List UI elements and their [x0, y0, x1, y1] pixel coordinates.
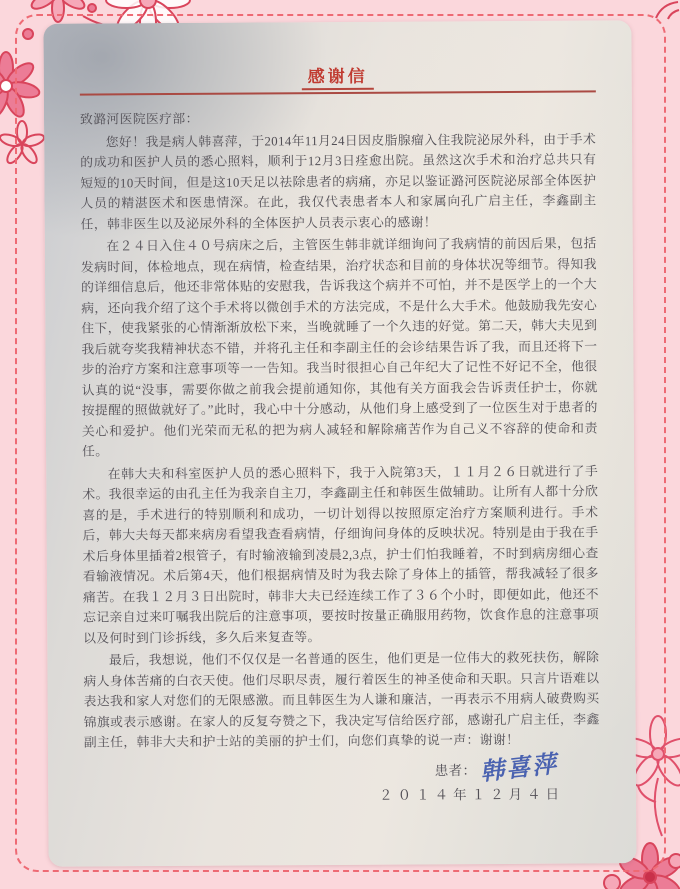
flower-corner-top-right-icon — [634, 0, 680, 28]
letter-paragraph: 在韩大夫和科室医护人员的悉心照料下，我于入院第3天，１１月２６日就进行了手术。我很幸运的由孔主任为我亲自主刀，李鑫副主任和韩医生做辅助。让所有人都十分欣喜的是，手术进行的特别顺利和成功，一切计划得以按照原定治疗方案顺利进行。手术后，韩大夫每天都来病房看望我查看病情，仔细询问身体的反映状况。特别是由于我在手术后身体里插着2根管子，有时输液输到凌晨2,3点，护士们怕我睡着，不时到病房细心查看输液情况。术后第4天，他们根据病情及时为我去除了身体上的插管，帮我减轻了很多痛苦。在我１２月３日出院时，韩非大夫已经连续工作了３６个小时，即便如此，他还不忘记亲自过来叮嘱我出院后的注意事项，要按时按量正确服用药物，饮食作息的注意事项以及何时到门诊拆线，多久后来复查等。 — [82, 463, 600, 646]
letter-paragraph: 在２４日入住４０号病床之后，主管医生韩非就详细询问了我病情的前因后果，包括发病时间，体检地点，现在病情，检查结果，治疗状态和目前的身体状况等细节。得知我的详细信息后，他还非常体贴的安慰我，告诉我这个病并不可怕，并不是医学上的一个大病，还向我介绍了这个手术将以微创手术的方法完成，不是什么大手术。他鼓励我先安心住下，使我紧张的心情渐渐放松下来，当晚就睡了一个久违的好觉。第二天，韩大夫见到我后就夸奖我精神状态不错，并将孔主任和李副主任的会诊结果告诉了我，而且还将下一步的治疗方案和注意事项等一一告知。我当时很担心自己年纪大了记性不好记不全，他很认真的说“没事，需要你做之前我会提前通知你，其他有关方面我会告诉责任护士，你就按提醒的照做就好了。”此时，我心中十分感动，从他们身上感受到了一位医生对于患者的关心和爱护。他们光荣而无私的把为病人减轻和解除痛苦作为自己义不容辞的使命和责任。 — [80, 236, 598, 459]
letter-body — [80, 106, 600, 807]
letter-date: ２０１４年１２月４日 — [379, 786, 565, 803]
letter-paper-photo — [43, 20, 636, 867]
letter-content — [43, 20, 636, 808]
letter-paragraph: 您好！我是病人韩喜萍，于2014年11月24日因皮脂腺瘤入住我院泌尿外科，由于手术的成功和医护人员的悉心照料，顺利于12月3日痊愈出院。虽然这次手术和治疗总共只有短短的10天时间，但是这10天足以祛除患者的病痛，亦足以鉴证潞河医院泌尿部全体医护人员的精湛医术和医患情深。在此，我仅代表患者本人和家属向孔广启主任，李鑫副主任，韩非医生以及泌尿外科的全体医护人员表示衷心的感谢！ — [80, 131, 597, 232]
title-divider-rule — [80, 90, 596, 95]
letter-paragraph: 最后，我想说，他们不仅仅是一名普通的医生，他们更是一位伟大的救死扶伤，解除病人身体苦痛的白衣天使。他们尽职尽责，履行着医生的神圣使命和天职。只言片语难以表达我和家人对您们的无限感激。而且韩医生为人谦和廉洁，一再表示不用病人破费购买锦旗或表示感谢。在家人的反复夸赞之下，我决定写信给医疗部，感谢孔广启主任，李鑫副主任，韩非大夫和护士站的美丽的护士们，向您们真挚的说一声：谢谢！ — [83, 650, 600, 750]
signature-row — [84, 751, 600, 786]
letter-salutation: 致潞河医院医疗部： — [79, 111, 199, 127]
handwritten-signature: 韩喜萍 — [478, 751, 560, 786]
signature-label: 患者： — [434, 762, 477, 778]
letter-title: 感谢信 — [302, 62, 374, 90]
